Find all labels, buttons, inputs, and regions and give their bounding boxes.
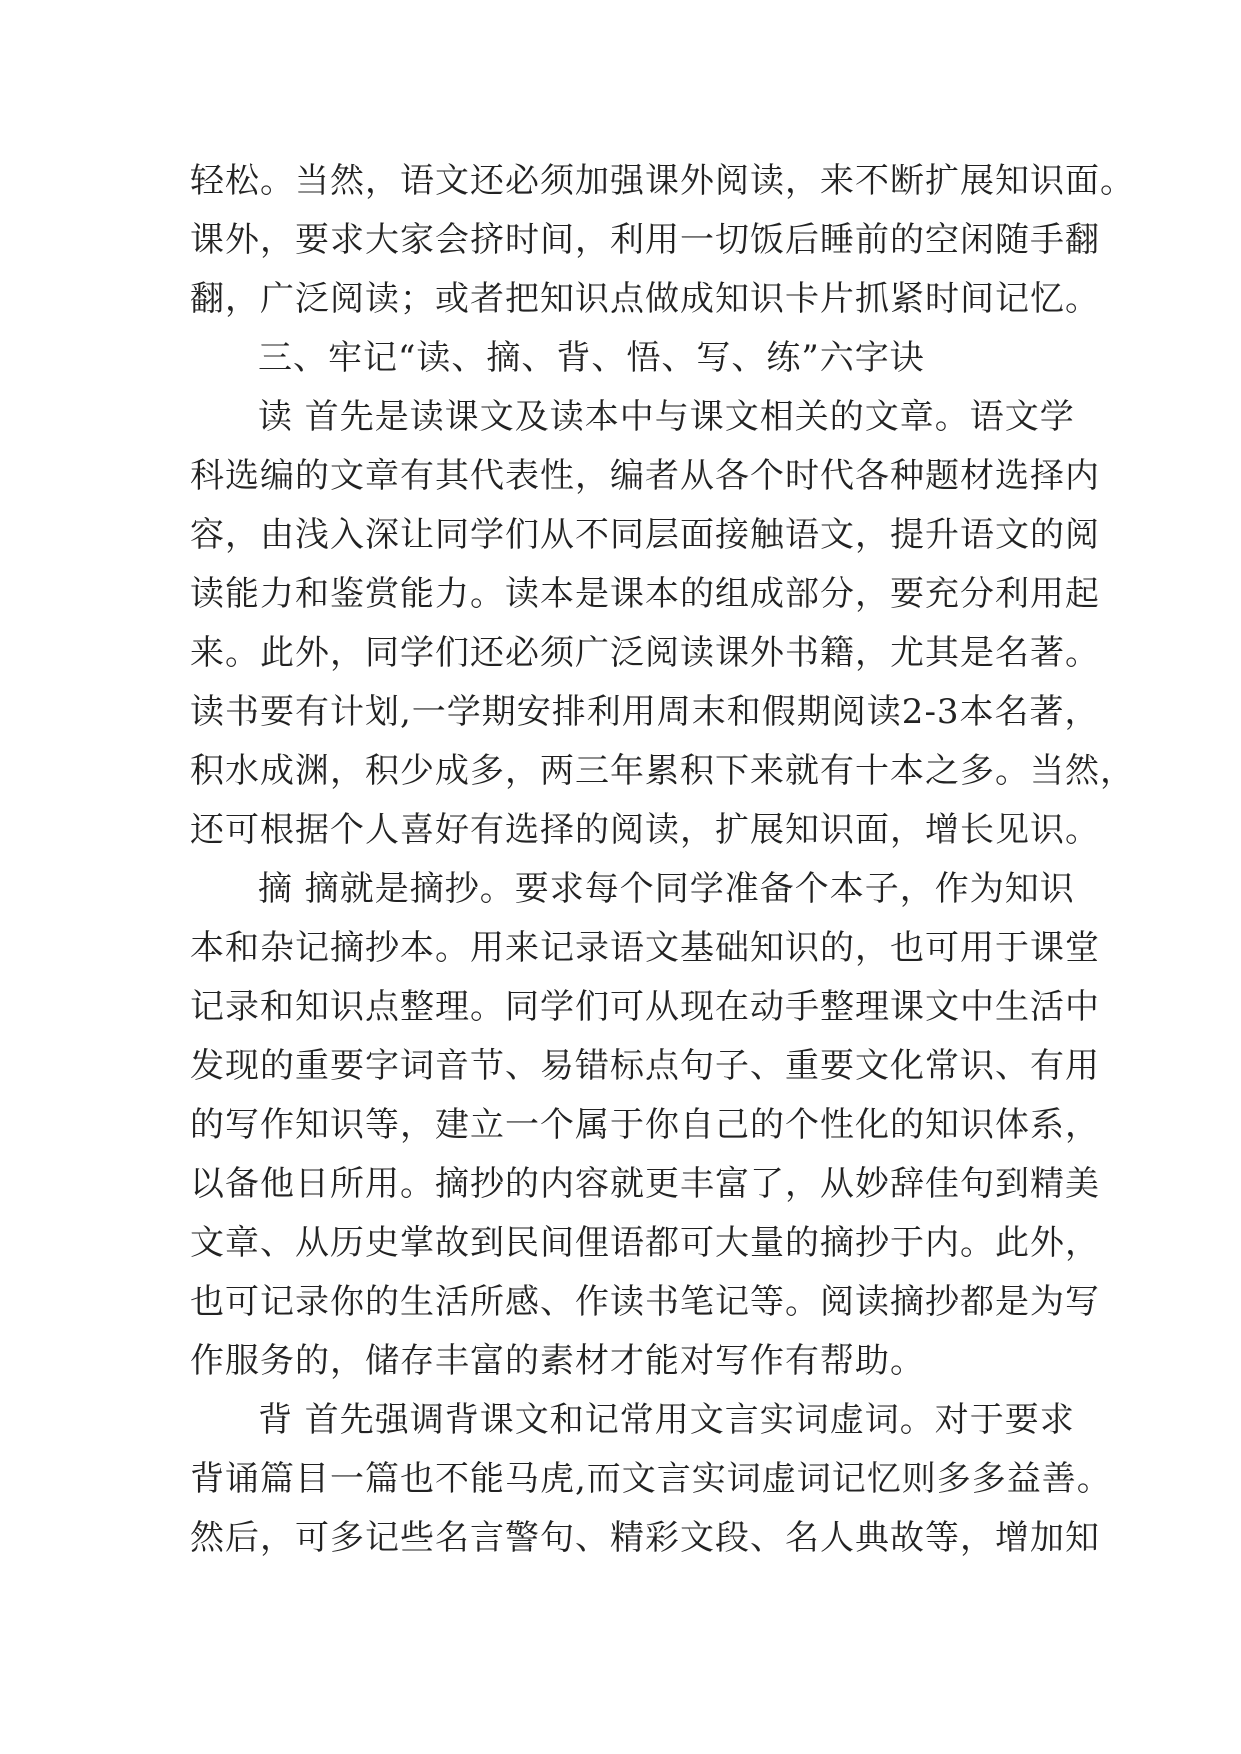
text-line: 记录和知识点整理。同学们可从现在动手整理课文中生活中 xyxy=(190,987,1100,1027)
text-line: 容，由浅入深让同学们从不同层面接触语文，提升语文的阅 xyxy=(190,515,1100,555)
text-line: 也可记录你的生活所感、作读书笔记等。阅读摘抄都是为写 xyxy=(190,1282,1100,1322)
text-line: 背诵篇目一篇也不能马虎,而文言实词虚词记忆则多多益善。 xyxy=(190,1459,1112,1499)
text-line: 翻，广泛阅读；或者把知识点做成知识卡片抓紧时间记忆。 xyxy=(190,279,1100,319)
section-heading: 三、牢记“读、摘、背、悟、写、练”六字诀 xyxy=(258,338,925,378)
paragraph-start-read: 读 首先是读课文及读本中与课文相关的文章。语文学 xyxy=(258,397,1075,437)
text-line: 积水成渊，积少成多，两三年累积下来就有十本之多。当然， xyxy=(190,751,1135,791)
text-line: 然后，可多记些名言警句、精彩文段、名人典故等，增加知 xyxy=(190,1518,1100,1558)
text-line: 来。此外，同学们还必须广泛阅读课外书籍，尤其是名著。 xyxy=(190,633,1100,673)
text-line: 科选编的文章有其代表性，编者从各个时代各种题材选择内 xyxy=(190,456,1100,496)
text-line: 轻松。当然，语文还必须加强课外阅读，来不断扩展知识面。 xyxy=(190,161,1135,201)
text-line: 作服务的，储存丰富的素材才能对写作有帮助。 xyxy=(190,1341,925,1381)
text-line: 的写作知识等，建立一个属于你自己的个性化的知识体系， xyxy=(190,1105,1100,1145)
document-body xyxy=(190,152,1135,1568)
text-line: 读能力和鉴赏能力。读本是课本的组成部分，要充分利用起 xyxy=(190,574,1100,614)
text-line: 课外，要求大家会挤时间，利用一切饭后睡前的空闲随手翻 xyxy=(190,220,1100,260)
text-line: 发现的重要字词音节、易错标点句子、重要文化常识、有用 xyxy=(190,1046,1100,1086)
paragraph-start-excerpt: 摘 摘就是摘抄。要求每个同学准备个本子，作为知识 xyxy=(258,869,1075,909)
text-line: 以备他日所用。摘抄的内容就更丰富了，从妙辞佳句到精美 xyxy=(190,1164,1100,1204)
text-line: 还可根据个人喜好有选择的阅读，扩展知识面，增长见识。 xyxy=(190,810,1100,850)
paragraph-start-recite: 背 首先强调背课文和记常用文言实词虚词。对于要求 xyxy=(258,1400,1075,1440)
text-line: 读书要有计划,一学期安排利用周末和假期阅读2-3本名著， xyxy=(190,692,1100,732)
text-line: 本和杂记摘抄本。用来记录语文基础知识的，也可用于课堂 xyxy=(190,928,1100,968)
text-line: 文章、从历史掌故到民间俚语都可大量的摘抄于内。此外， xyxy=(190,1223,1100,1263)
